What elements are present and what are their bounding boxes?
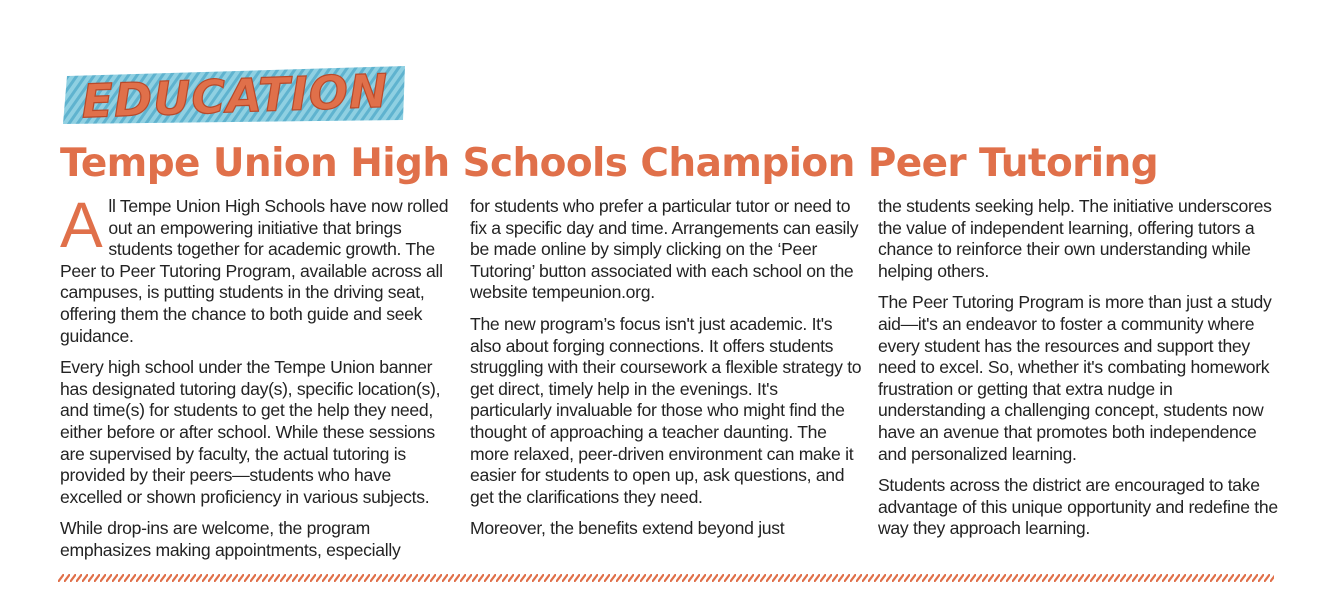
article-column-3 <box>878 196 1278 550</box>
article-title: Tempe Union High Schools Champion Peer Tutoring <box>60 141 1159 186</box>
paragraph: Moreover, the benefits extend beyond just <box>470 518 785 539</box>
paragraph: the students seeking help. The initiative underscores the value of independent learning, offering tutors a chance to reinforce their own understanding while helping others. <box>878 196 1272 281</box>
article-column-2 <box>470 196 862 550</box>
paragraph <box>60 189 452 347</box>
paragraph: Every high school under the Tempe Union banner has designated tutoring day(s), specific location(s), and time(s) for students to get the help they need, either before or after school. While these sessions are supervised by faculty, the actual tutoring is provided by their peers—students who have excelled or shown proficiency in various subjects. <box>60 357 441 507</box>
section-badge <box>59 62 411 128</box>
decorative-divider <box>58 574 1274 582</box>
drop-cap: A <box>60 189 103 261</box>
paragraph: Students across the district are encouraged to take advantage of this unique opportunity and redefine the way they approach learning. <box>878 475 1278 539</box>
article-column-1 <box>60 189 452 572</box>
paragraph: The Peer Tutoring Program is more than just a study aid—it's an endeavor to foster a community where every student has the resources and support they need to excel. So, whether it's combating homework frustration or getting that extra nudge in understanding a challenging concept, students now have an avenue that promotes both independence and personalized learning. <box>878 292 1272 464</box>
paragraph: for students who prefer a particular tutor or need to fix a specific day and time. Arrangements can easily be made online by simply clicking on the ‘Peer Tutoring’ button associated with each school on the website tempeunion.org. <box>470 196 859 303</box>
paragraph: The new program’s focus isn't just academic. It's also about forging connections. It offers students struggling with their coursework a flexible strategy to get direct, timely help in the evenings. It's particularly invaluable for those who might find the thought of approaching a teacher daunting. The more relaxed, peer-driven environment can make it easier for students to open up, ask questions, and get the clarifications they need. <box>470 313 862 507</box>
paragraph: While drop-ins are welcome, the program emphasizes making appointments, especially <box>60 518 401 560</box>
paragraph-text: ll Tempe Union High Schools have now rolled out an empowering initiative that brings students together for academic growth. The Peer to Peer Tutoring Program, available across all campuses, is putting students in the driving seat, offering them the chance to both guide and seek guidance. <box>60 196 449 346</box>
section-badge-label: EDUCATION <box>80 63 390 128</box>
